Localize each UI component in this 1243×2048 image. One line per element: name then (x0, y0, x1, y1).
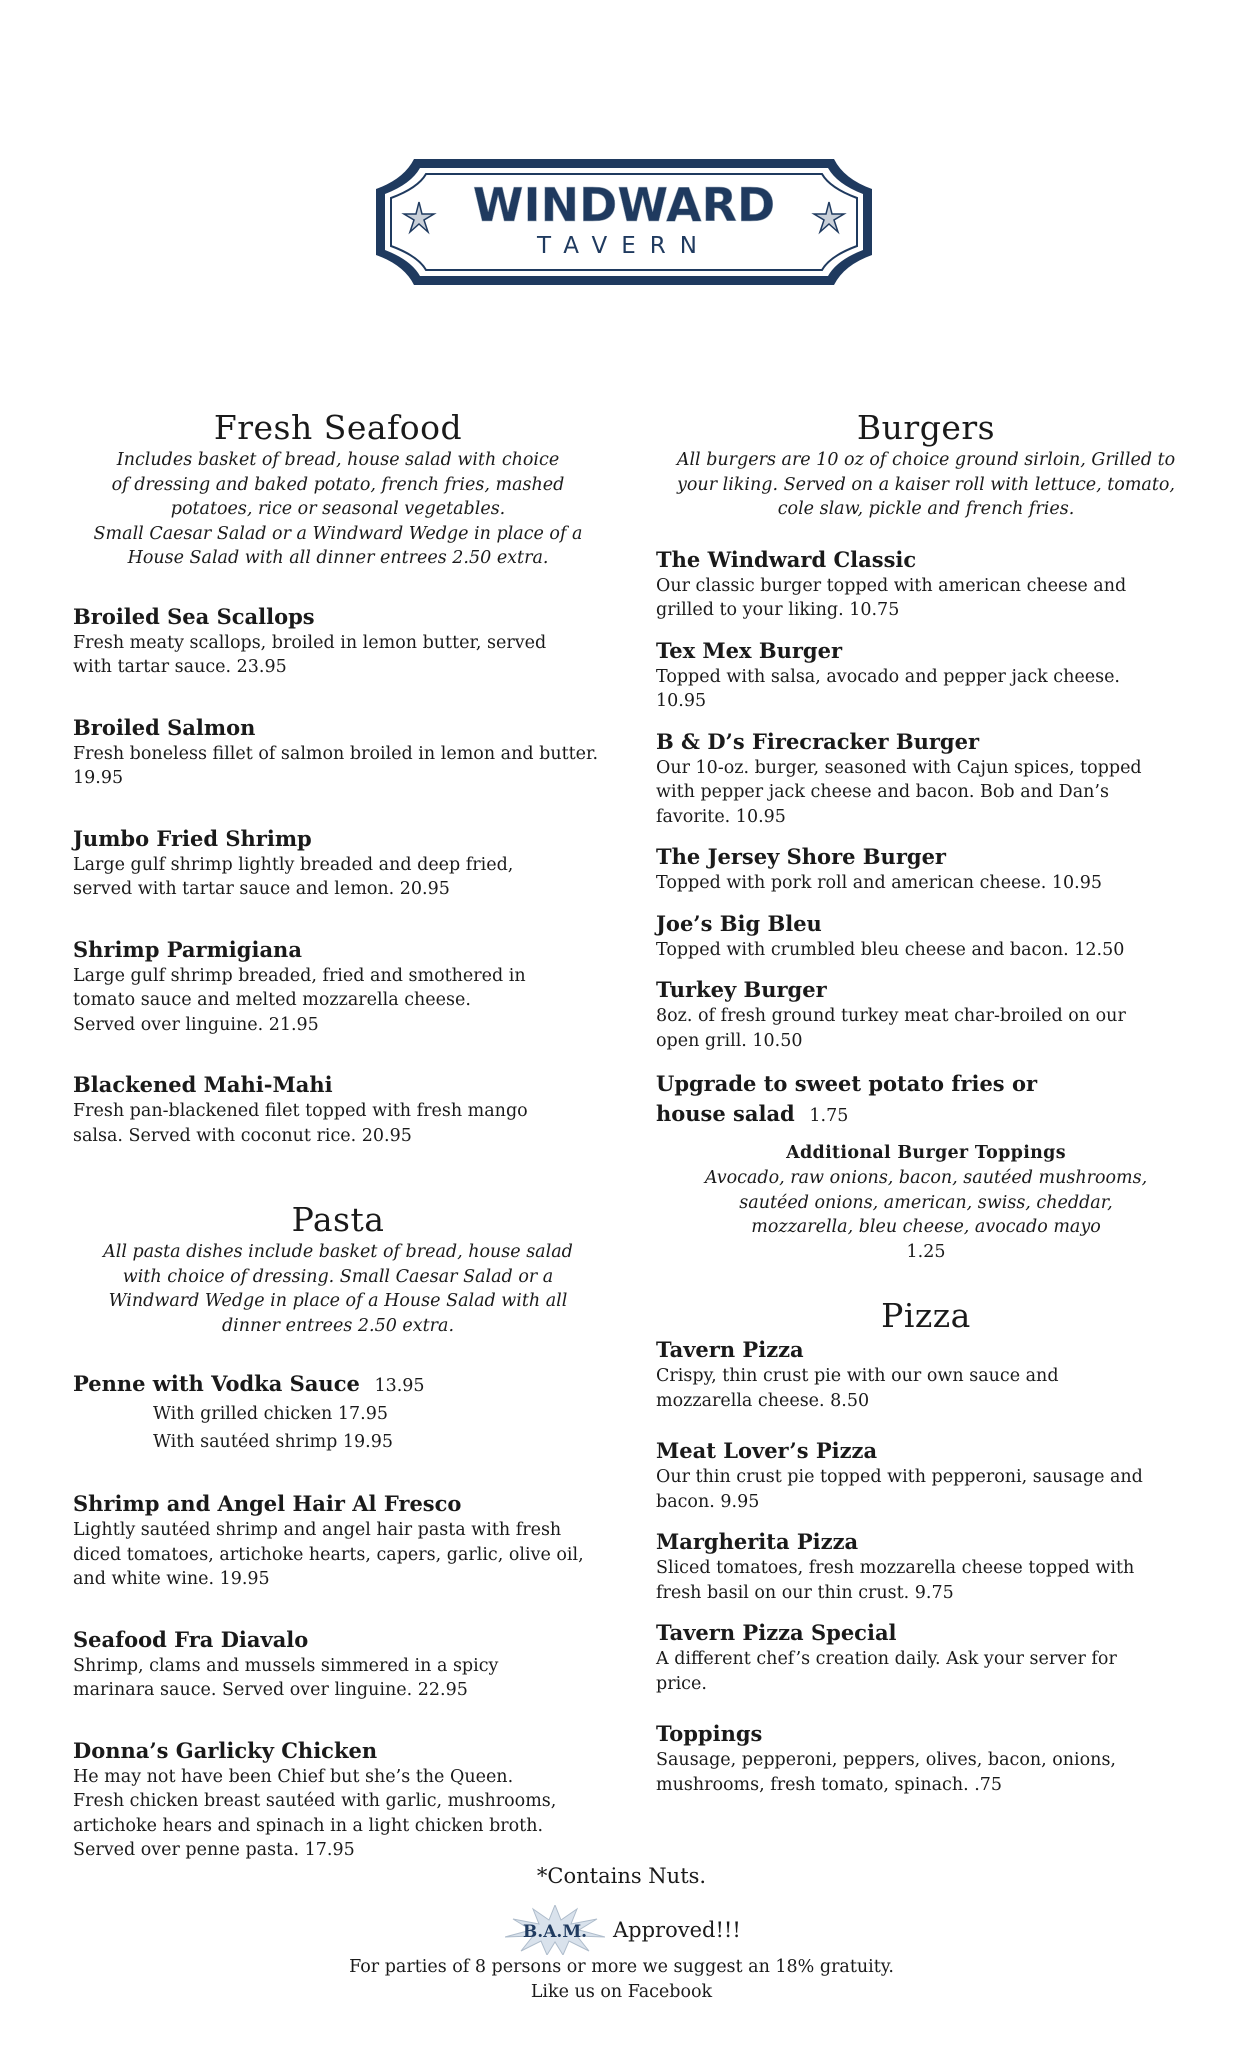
item-name: Blackened Mahi-Mahi (73, 1072, 333, 1097)
approved-text: Approved!!! (613, 1918, 741, 1942)
burgers-description: All burgers are 10 oz of choice ground sirloin, Grilled to your liking. Served on a kaiser roll with lettuce, tomato, cole slaw, pickle and french fries. (676, 450, 1176, 519)
item-name: Donna’s Garlicky Chicken (73, 1737, 378, 1763)
menu-item (656, 1336, 1196, 1413)
item-desc: Topped with pork roll and american cheese. 10.95 (656, 873, 1102, 893)
item-name: The Jersey Shore Burger (656, 844, 946, 869)
item-option: With grilled chicken 17.95 (153, 1404, 388, 1424)
item-name: Broiled Sea Scallops (73, 603, 315, 629)
item-desc: Topped with salsa, avocado and pepper jack cheese. 10.95 (656, 666, 1120, 711)
menu-item (73, 1737, 603, 1863)
pizza-title: Pizza (881, 1296, 971, 1335)
item-name: Tavern Pizza Special (656, 1620, 897, 1645)
item-name: The Windward Classic (656, 546, 917, 572)
bam-starburst-logo (505, 1905, 605, 1955)
menu-item (73, 1626, 603, 1703)
item-desc: A different chef’s creation daily. Ask your server for price. (656, 1649, 1117, 1694)
pasta-title: Pasta (291, 1200, 385, 1239)
upgrade-line1: Upgrade to sweet potato fries or (656, 1071, 1038, 1096)
bam-approved (505, 1905, 741, 1955)
menu-item (656, 1720, 1196, 1797)
upgrade-line2: house salad (656, 1101, 795, 1126)
item-name: Tavern Pizza (656, 1337, 804, 1362)
menu-item (656, 546, 1196, 623)
menu-item (73, 1490, 603, 1592)
menu-item (656, 976, 1196, 1053)
logo-line1: WINDWARD (472, 178, 776, 232)
menu-item (656, 1528, 1196, 1605)
item-desc: Large gulf shrimp breaded, fried and smothered in tomato sauce and melted mozzarella cheese. Served over linguine. 21.95 (73, 965, 526, 1035)
upgrade-price: 1.75 (809, 1106, 849, 1126)
item-name: Margherita Pizza (656, 1529, 859, 1554)
contains-nuts-note: *Contains Nuts. (536, 1864, 707, 1888)
item-name: Broiled Salmon (73, 714, 256, 740)
menu-item (656, 728, 1196, 830)
pasta-description: All pasta dishes include basket of bread, house salad with choice of dressing. Small Caesar Salad or a Windward Wedge in place of a House Salad with all dinner entrees 2.50 extra. (103, 1242, 573, 1336)
item-desc: Our 10-oz. burger, seasoned with Cajun spices, topped with pepper jack cheese and bacon. Bob and Dan’s favorite. 10.95 (656, 757, 1142, 827)
item-desc: Fresh meaty scallops, broiled in lemon butter, served with tartar sauce. 23.95 (73, 632, 547, 677)
bam-text: B.A.M. (522, 1922, 588, 1942)
item-name: Seafood Fra Diavalo (73, 1626, 309, 1652)
left-column (73, 408, 603, 1863)
item-option: With sautéed shrimp 19.95 (153, 1432, 394, 1452)
item-name: Joe’s Big Bleu (656, 910, 822, 936)
menu-item (73, 714, 603, 791)
additional-toppings-desc: Avocado, raw onions, bacon, sautéed mushrooms, sautéed onions, american, swiss, cheddar, mozzarella, bleu cheese, avocado mayo (704, 1168, 1148, 1237)
item-desc: Shrimp, clams and mussels simmered in a spicy marinara sauce. Served over linguine. 22.95 (73, 1655, 499, 1700)
facebook-link[interactable]: Like us on Facebook (530, 1982, 713, 2002)
seafood-description: Includes basket of bread, house salad with choice of dressing and baked potato, french fries, mashed potatoes, rice or seasonal vegetables. Small Caesar Salad or a Windward Wedge in place of a House Salad with all dinner entrees 2.50 extra. (93, 450, 583, 568)
menu-item (656, 910, 1196, 963)
item-desc: Our classic burger topped with american cheese and grilled to your liking. 10.75 (656, 575, 1127, 620)
menu-item-penne (73, 1370, 603, 1456)
windward-tavern-logo (374, 157, 874, 287)
item-name: Shrimp and Angel Hair Al Fresco (73, 1491, 462, 1516)
menu-item (73, 825, 603, 902)
item-name: Penne with Vodka Sauce (73, 1371, 360, 1396)
seafood-title: Fresh Seafood (213, 408, 463, 447)
item-name: Meat Lover’s Pizza (656, 1438, 878, 1463)
gratuity-note: For parties of 8 persons or more we suggest an 18% gratuity. (349, 1957, 894, 1977)
additional-toppings-price: 1.25 (906, 1241, 946, 1262)
logo-line2: TAVERN (537, 233, 711, 259)
item-name: Jumbo Fried Shrimp (73, 825, 312, 851)
item-name: Turkey Burger (656, 977, 827, 1002)
item-price: 13.95 (374, 1376, 425, 1396)
menu-item (73, 1071, 603, 1148)
item-desc: He may not have been Chief but she’s the Queen. Fresh chicken breast sautéed with garlic, mushrooms, artichoke hears and spinach in a light chicken broth. Served over penne pasta. 17.95 (73, 1766, 557, 1860)
item-desc: 8oz. of fresh ground turkey meat char-broiled on our open grill. 10.50 (656, 1006, 1126, 1051)
menu-item (73, 936, 603, 1038)
item-name: Shrimp Parmigiana (73, 936, 302, 962)
menu-item (73, 603, 603, 680)
item-name: Toppings (656, 1721, 763, 1746)
menu-item (656, 637, 1196, 714)
item-desc: Sausage, pepperoni, peppers, olives, bacon, onions, mushrooms, fresh tomato, spinach. .75 (656, 1750, 1116, 1795)
item-desc: Sliced tomatoes, fresh mozzarella cheese topped with fresh basil on our thin crust. 9.75 (656, 1558, 1135, 1603)
item-desc: Our thin crust pie topped with pepperoni, sausage and bacon. 9.95 (656, 1467, 1143, 1512)
item-desc: Topped with crumbled bleu cheese and bacon. 12.50 (656, 939, 1125, 960)
item-desc: Fresh pan-blackened filet topped with fresh mango salsa. Served with coconut rice. 20.95 (73, 1101, 528, 1146)
item-desc: Crispy, thin crust pie with our own sauce and mozzarella cheese. 8.50 (656, 1366, 1059, 1411)
menu-item-upgrade (656, 1069, 1196, 1131)
right-column (656, 408, 1196, 1797)
menu-item (656, 843, 1196, 896)
item-desc: Large gulf shrimp lightly breaded and deep fried, served with tartar sauce and lemon. 20.95 (73, 854, 514, 899)
item-name: Tex Mex Burger (656, 637, 843, 663)
item-desc: Fresh boneless fillet of salmon broiled in lemon and butter. 19.95 (73, 743, 599, 788)
burgers-title: Burgers (856, 408, 996, 447)
additional-toppings-title: Additional Burger Toppings (786, 1143, 1066, 1163)
menu-item (656, 1437, 1196, 1514)
menu-item (656, 1619, 1196, 1696)
item-desc: Lightly sautéed shrimp and angel hair pasta with fresh diced tomatoes, artichoke hearts, capers, garlic, olive oil, and white wine. 19.95 (73, 1520, 584, 1589)
item-name: B & D’s Firecracker Burger (656, 728, 980, 754)
